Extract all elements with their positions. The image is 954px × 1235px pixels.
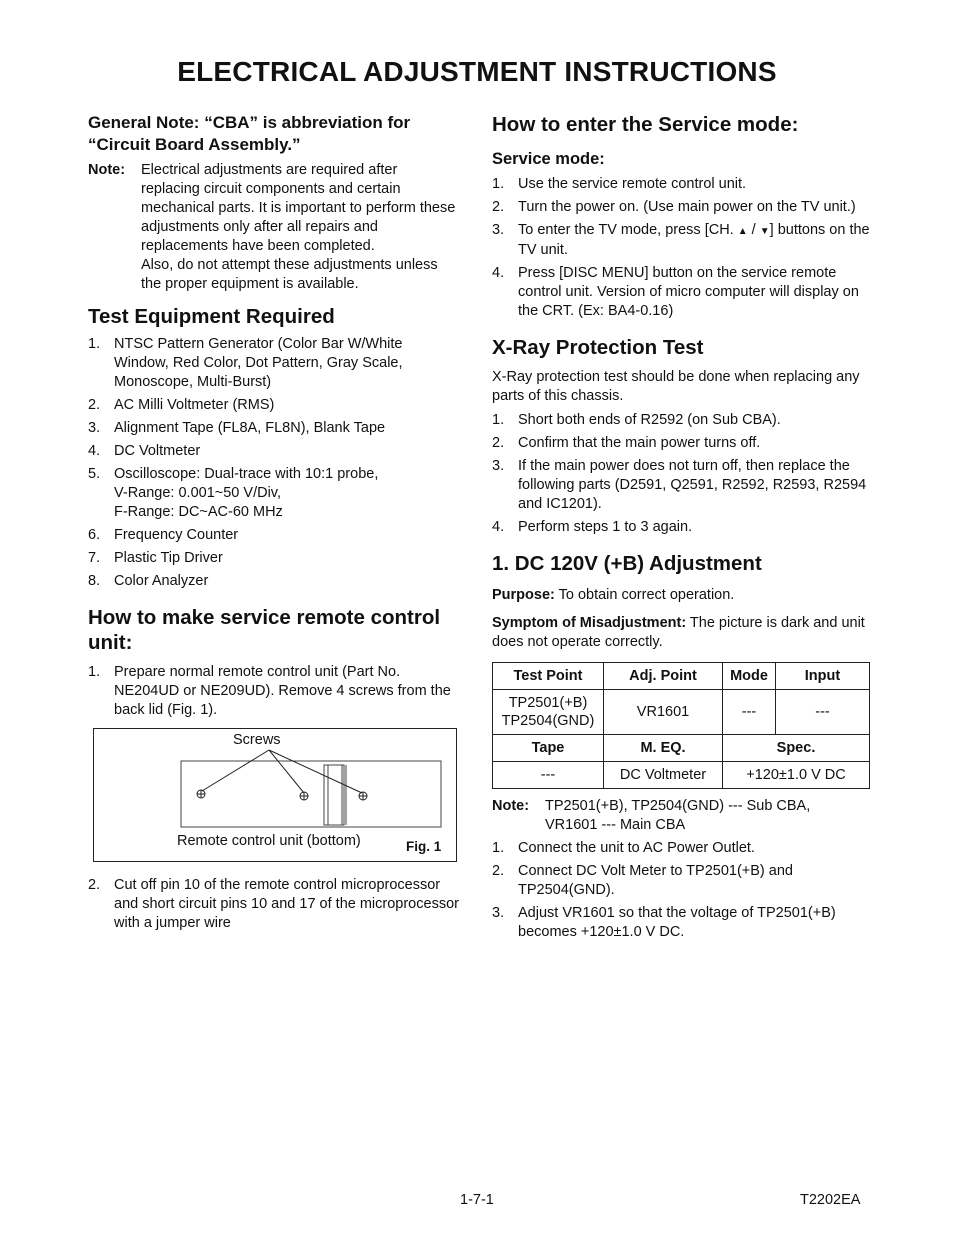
note-text: Electrical adjustments are required after replacing circuit components and certain mechanical parts. It is important to perform these adjustments only after all repairs and replacements have been completed.	[141, 162, 456, 254]
figure-remote-control	[93, 728, 457, 862]
right-column	[492, 112, 870, 946]
list-item: 2. AC Milli Voltmeter (RMS)	[88, 397, 275, 413]
dc-adjustment-heading: 1. DC 120V (+B) Adjustment	[492, 552, 762, 575]
list-item: 3. If the main power does not turn off, then replace the following parts (D2591, Q2591, R2592, R2593, R2594 and IC1201).	[492, 458, 867, 512]
figure-caption: Remote control unit (bottom)	[177, 833, 361, 849]
list-item: 3. To enter the TV mode, press [CH. ▲ / ▼] buttons on the TV unit.	[492, 222, 870, 258]
table-note: Note: TP2501(+B), TP2504(GND) --- Sub CBA, VR1601 --- Main CBA	[492, 798, 811, 833]
service-mode-heading: How to enter the Service mode:	[492, 113, 799, 136]
xray-intro: X-Ray protection test should be done when replacing any parts of this chassis.	[492, 369, 860, 404]
note-text-continued: Also, do not attempt these adjustments unless the proper equipment is available.	[141, 257, 438, 292]
list-item: 2. Connect DC Volt Meter to TP2501(+B) and TP2504(GND).	[492, 863, 793, 898]
screws-label: Screws	[233, 732, 281, 748]
list-item: 3. Alignment Tape (FL8A, FL8N), Blank Tape	[88, 420, 386, 436]
document-code: T2202EA	[800, 1192, 861, 1208]
figure-label: Fig. 1	[406, 839, 442, 854]
adjustment-table	[492, 662, 870, 789]
remote-heading: How to make service remote control unit:	[88, 606, 441, 654]
list-item: 1. Short both ends of R2592 (on Sub CBA).	[492, 412, 781, 428]
list-item: 7. Plastic Tip Driver	[88, 550, 223, 566]
service-steps-list	[492, 175, 870, 321]
table-header-row: Test Point Adj. Point Mode Input	[493, 663, 870, 690]
list-item: 5. Oscilloscope: Dual-trace with 10:1 probe, V-Range: 0.001~50 V/Div, F-Range: DC~AC-60 MHz	[88, 466, 379, 520]
xray-heading: X-Ray Protection Test	[492, 336, 704, 359]
left-column	[88, 112, 460, 937]
test-equipment-heading: Test Equipment Required	[88, 305, 335, 328]
list-item: 1. NTSC Pattern Generator (Color Bar W/White Window, Red Color, Dot Pattern, Gray Scale, Monoscope, Multi-Burst)	[88, 336, 403, 390]
list-item: 6. Frequency Counter	[88, 527, 239, 543]
list-item: 4. Perform steps 1 to 3 again.	[492, 519, 693, 535]
triangle-up-icon: ▲	[737, 226, 748, 237]
list-item: 1. Prepare normal remote control unit (Part No. NE204UD or NE209UD). Remove 4 screws from the back lid (Fig. 1).	[88, 664, 451, 718]
list-item: 2. Turn the power on. (Use main power on the TV unit.)	[492, 199, 856, 215]
service-mode-subheading: Service mode:	[492, 150, 605, 168]
list-item: 8. Color Analyzer	[88, 573, 209, 589]
symptom-text: Symptom of Misadjustment: The picture is dark and unit does not operate correctly.	[492, 615, 865, 650]
table-row: TP2501(+B) TP2504(GND) VR1601 --- ---	[493, 690, 870, 735]
note-block	[88, 161, 460, 294]
dc-steps-list	[492, 839, 870, 942]
triangle-down-icon: ▼	[759, 226, 770, 237]
list-item: 1. Use the service remote control unit.	[492, 176, 747, 192]
table-row: --- DC Voltmeter +120±1.0 V DC	[493, 762, 870, 789]
test-equipment-list	[88, 335, 460, 591]
remote-steps-list-continued	[88, 876, 460, 933]
note-label: Note:	[88, 162, 126, 178]
remote-steps-list	[88, 663, 460, 720]
list-item: 2. Confirm that the main power turns off.	[492, 435, 761, 451]
list-item: 1. Connect the unit to AC Power Outlet.	[492, 840, 755, 856]
list-item: 2. Cut off pin 10 of the remote control microprocessor and short circuit pins 10 and 17 of the microprocessor with a jumper wire	[88, 877, 459, 931]
table-header-row: Tape M. EQ. Spec.	[493, 735, 870, 762]
page-title: ELECTRICAL ADJUSTMENT INSTRUCTIONS	[177, 56, 777, 87]
page-number: 1-7-1	[460, 1192, 494, 1208]
xray-steps-list	[492, 411, 870, 537]
list-item: 3. Adjust VR1601 so that the voltage of TP2501(+B) becomes +120±1.0 V DC.	[492, 905, 836, 940]
purpose-text: Purpose: To obtain correct operation.	[492, 587, 735, 603]
list-item: 4. DC Voltmeter	[88, 443, 201, 459]
note-label: Note:	[492, 798, 530, 814]
list-item: 4. Press [DISC MENU] button on the service remote control unit. Version of micro computer will display on the CRT. (Ex: BA4-0.16)	[492, 265, 859, 319]
general-note: General Note: “CBA” is abbreviation for “Circuit Board Assembly.”	[88, 113, 411, 154]
